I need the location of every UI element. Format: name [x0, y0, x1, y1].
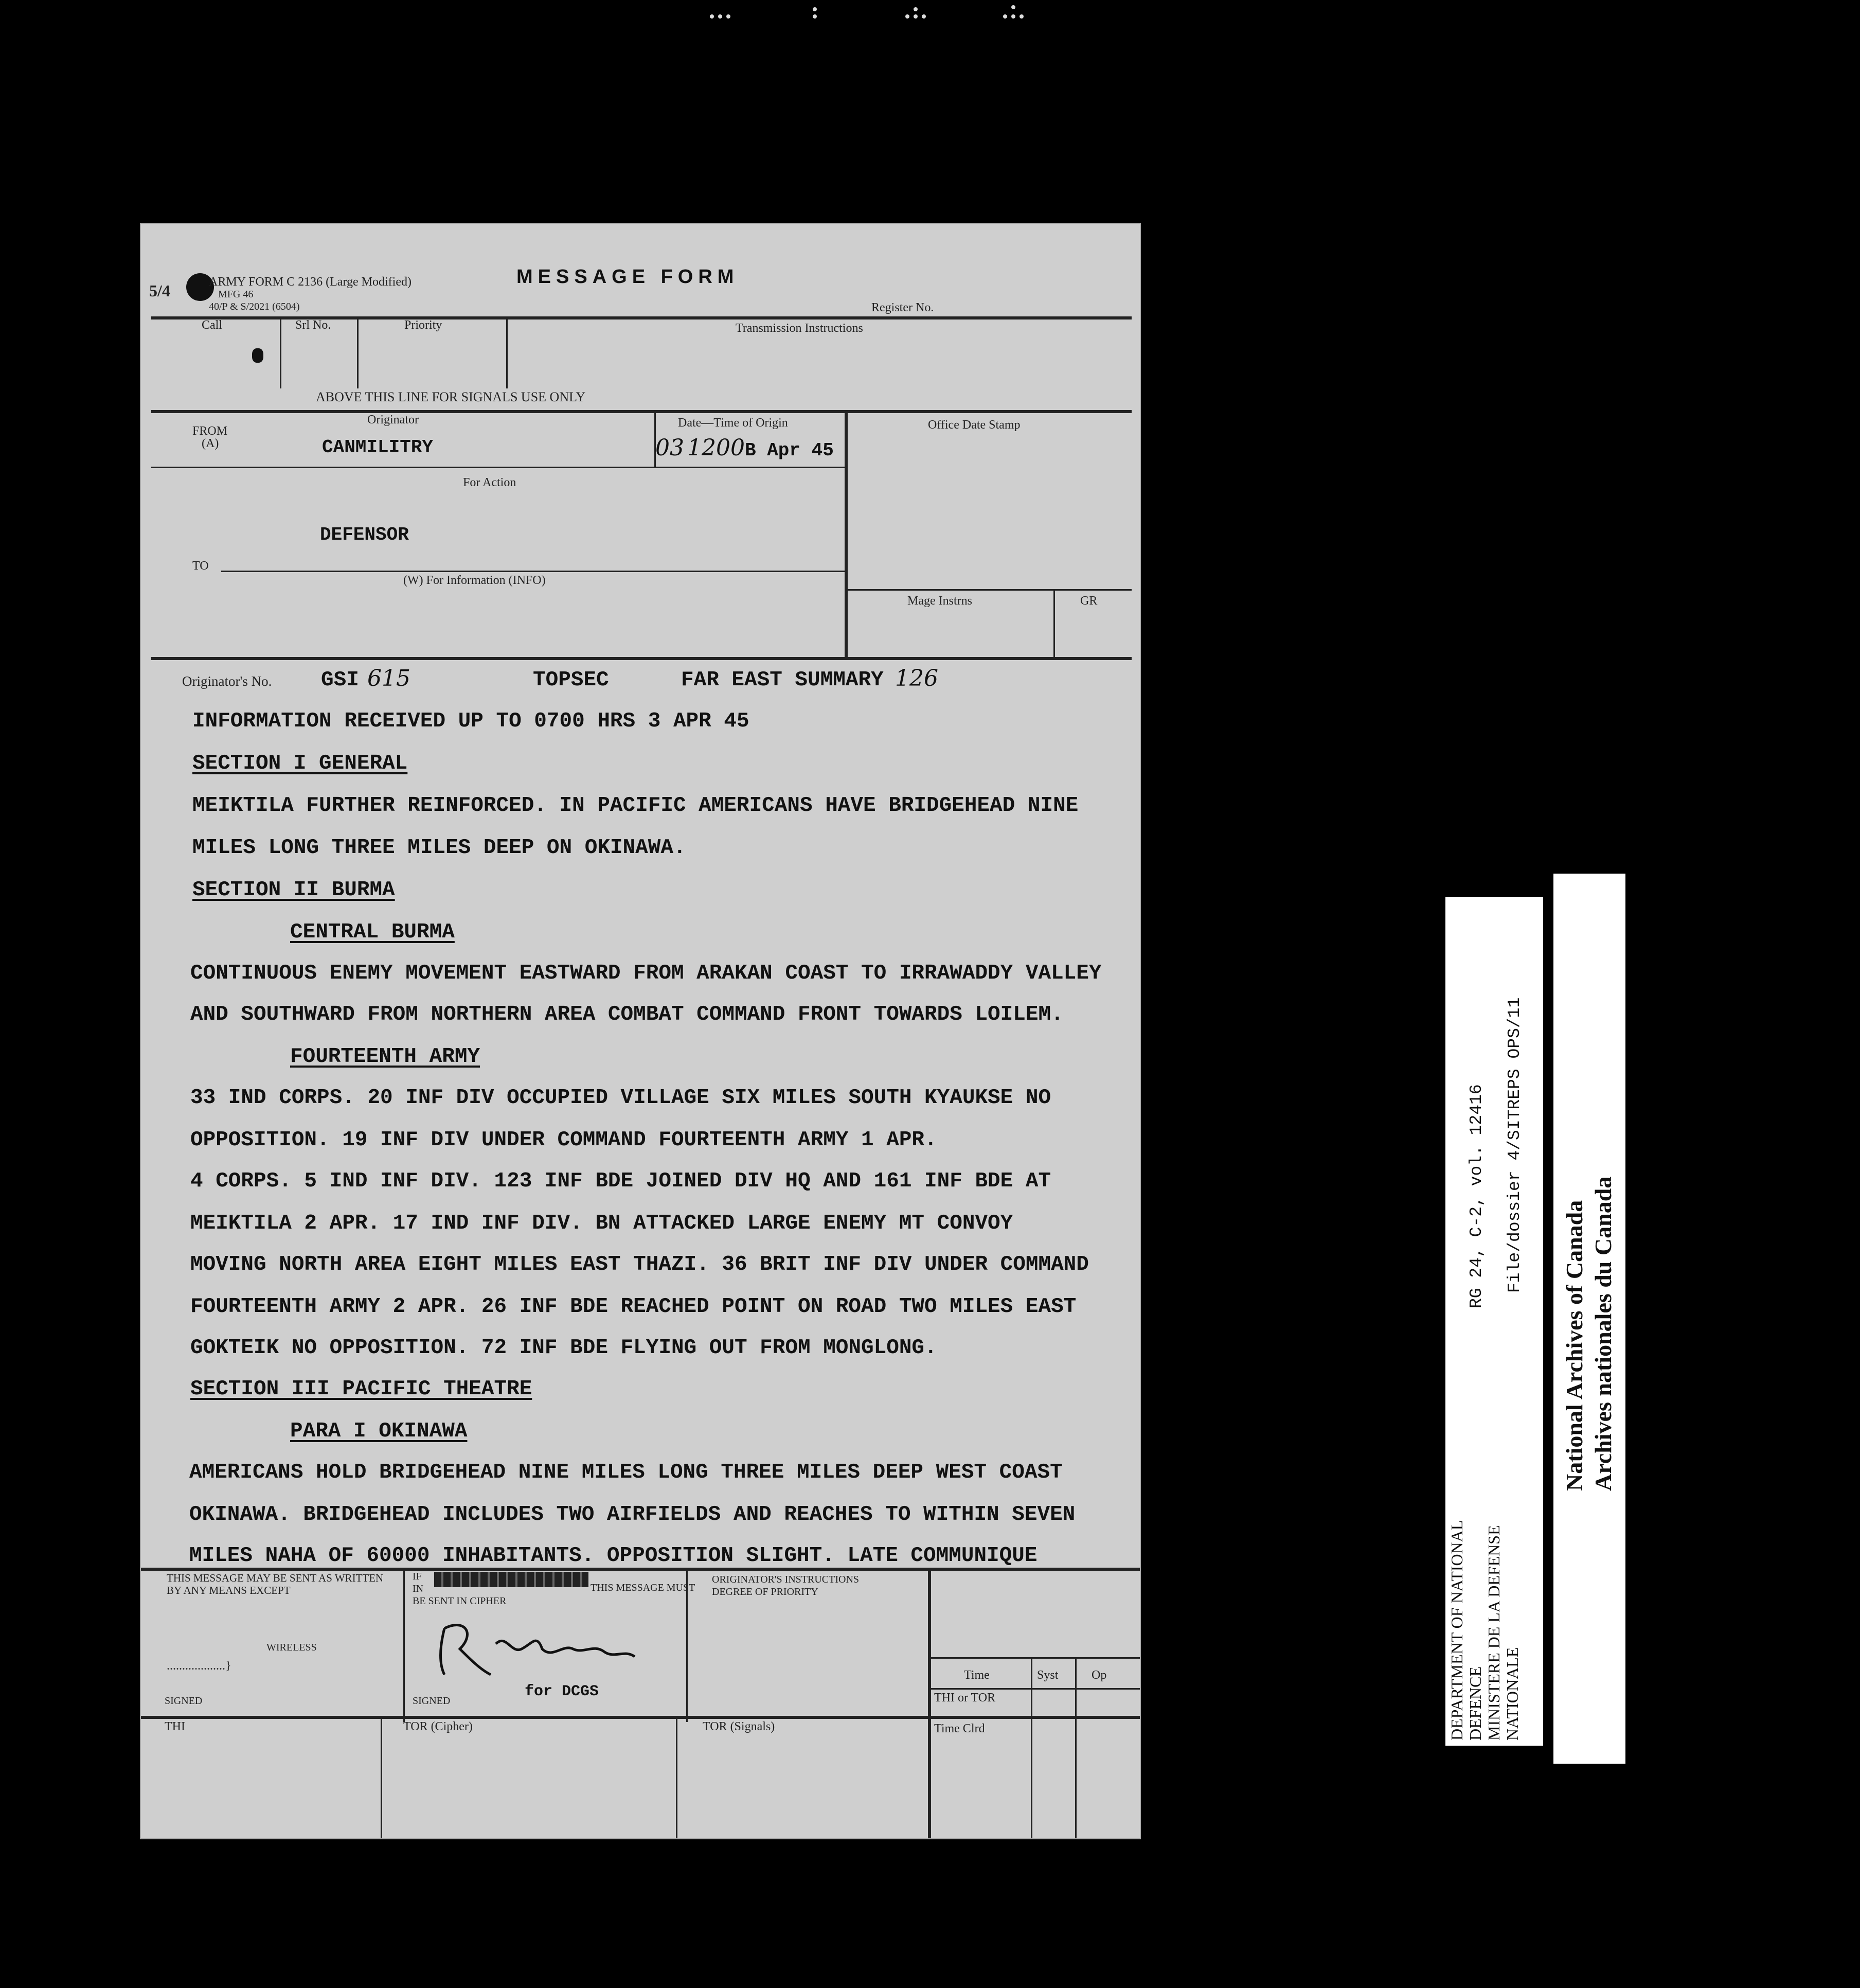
sent-in-cipher-label: BE SENT IN CIPHER — [413, 1595, 507, 1607]
dept-line: DEFENCE — [1466, 1666, 1485, 1741]
office-date-stamp-label: Office Date Stamp — [928, 418, 1021, 432]
time-label: Time — [964, 1668, 990, 1682]
dept-line: NATIONALE — [1503, 1647, 1522, 1741]
signature — [429, 1613, 645, 1685]
body-line: CONTINUOUS ENEMY MOVEMENT EASTWARD FROM ARAKAN COAST TO IRRAWADDY VALLEY — [190, 962, 1102, 985]
message-must-label: THIS MESSAGE MUST — [591, 1582, 695, 1593]
body-line: 33 IND CORPS. 20 INF DIV OCCUPIED VILLAGE SIX MILES SOUTH KYAUKSE NO — [190, 1086, 1051, 1110]
nac-french: Archives nationales du Canada — [1590, 1176, 1616, 1491]
priority-label: Priority — [404, 318, 442, 332]
to-value: DEFENSOR — [320, 524, 409, 545]
summary-number-handwritten: 126 — [895, 665, 938, 691]
thi-or-tor-label: THI or TOR — [934, 1691, 996, 1705]
file-dossier-ref: File/dossier 4/SITREPS OPS/11 — [1505, 997, 1524, 1293]
signed-label: SIGNED — [165, 1695, 203, 1707]
body-heading: SECTION I GENERAL — [192, 752, 408, 775]
originators-instructions-label: ORIGINATOR'S INSTRUCTIONS — [712, 1574, 860, 1585]
body-line: OPPOSITION. 19 INF DIV UNDER COMMAND FOURTEENTH ARMY 1 APR. — [190, 1128, 937, 1152]
date-rest-typed: B Apr 45 — [744, 440, 834, 461]
originators-no-label: Originator's No. — [182, 673, 272, 689]
body-line: OKINAWA. BRIDGEHEAD INCLUDES TWO AIRFIELDS AND REACHES TO WITHIN SEVEN — [189, 1503, 1076, 1526]
body-line: AND SOUTHWARD FROM NORTHERN AREA COMBAT COMMAND FRONT TOWARDS LOILEM. — [190, 1003, 1064, 1026]
army-form-line: ARMY FORM C 2136 (Large Modified) — [209, 275, 412, 289]
in-label: IN — [413, 1583, 424, 1594]
body-line: MEIKTILA 2 APR. 17 IND INF DIV. BN ATTACKED LARGE ENEMY MT CONVOY — [190, 1212, 1013, 1235]
from-label: FROM — [192, 424, 228, 438]
from-sub-label: (A) — [202, 437, 219, 450]
for-dcgs: for DCGS — [525, 1683, 599, 1700]
body-subheading: PARA I OKINAWA — [290, 1419, 468, 1443]
tor-signals-label: TOR (Signals) — [703, 1720, 775, 1733]
may-be-sent-note: THIS MESSAGE MAY BE SENT AS WRITTEN BY ANY MEANS EXCEPT — [167, 1572, 384, 1596]
blank-field: ...................} — [167, 1659, 231, 1673]
record-group-ref: RG 24, C-2, vol. 12416 — [1467, 1084, 1486, 1308]
body-line: 4 CORPS. 5 IND INF DIV. 123 INF BDE JOINED DIV HQ AND 161 INF BDE AT — [190, 1169, 1051, 1193]
scan-artifact-dots — [710, 4, 1039, 25]
dept-line: MINISTERE DE LA DEFENSE — [1485, 1525, 1503, 1741]
signed-label-2: SIGNED — [413, 1695, 451, 1707]
above-line-note: ABOVE THIS LINE FOR SIGNALS USE ONLY — [316, 389, 586, 404]
summary-title: FAR EAST SUMMARY — [681, 668, 884, 692]
body-line: FOURTEENTH ARMY 2 APR. 26 INF BDE REACHED POINT ON ROAD TWO MILES EAST — [190, 1295, 1077, 1319]
register-no-label: Register No. — [871, 301, 934, 314]
degree-priority-label: DEGREE OF PRIORITY — [712, 1586, 818, 1597]
nac-english: National Archives of Canada — [1561, 1200, 1587, 1491]
originator-value: CANMILITRY — [322, 437, 434, 458]
date-time-handwritten: 1200 — [687, 435, 745, 461]
body-line: INFORMATION RECEIVED UP TO 0700 HRS 3 APR 45 — [192, 709, 749, 733]
form-title: MESSAGE FORM — [516, 266, 739, 288]
date-day-handwritten: 03 — [655, 435, 684, 461]
classification: TOPSEC — [533, 668, 609, 692]
body-line: MEIKTILA FURTHER REINFORCED. IN PACIFIC AMERICANS HAVE BRIDGEHEAD NINE — [192, 794, 1079, 818]
national-archives-label — [1553, 874, 1625, 1764]
body-line: AMERICANS HOLD BRIDGEHEAD NINE MILES LONG THREE MILES DEEP WEST COAST — [189, 1461, 1063, 1484]
syst-label: Syst — [1037, 1668, 1059, 1682]
originators-no-prefix: GSI — [321, 668, 359, 692]
body-line: MILES NAHA OF 60000 INHABITANTS. OPPOSITION SLIGHT. LATE COMMUNIQUE — [189, 1544, 1038, 1568]
info-label: (W) For Information (INFO) — [403, 574, 546, 587]
archive-reference-label — [1445, 897, 1543, 1746]
print-line: 40/P & S/2021 (6504) — [209, 301, 300, 312]
message-form — [140, 223, 1141, 1839]
dept-line: DEPARTMENT OF NATIONAL — [1447, 1520, 1466, 1741]
tor-cipher-label: TOR (Cipher) — [403, 1720, 473, 1733]
form-id-prefix: 5/4 — [149, 281, 170, 300]
to-label: TO — [192, 559, 209, 573]
code-line: MFG 46 — [218, 289, 254, 300]
srl-no-label: Srl No. — [295, 318, 331, 332]
thi-label: THI — [165, 1720, 185, 1733]
date-time-origin-value — [655, 435, 834, 461]
body-heading: SECTION III PACIFIC THEATRE — [190, 1377, 532, 1401]
originators-no-handwritten: 615 — [367, 665, 410, 691]
body-line: GOKTEIK NO OPPOSITION. 72 INF BDE FLYING OUT FROM MONGLONG. — [190, 1336, 937, 1360]
transmission-instructions-label: Transmission Instructions — [736, 322, 863, 335]
time-clrd-label: Time Clrd — [934, 1722, 985, 1735]
body-line: MILES LONG THREE MILES DEEP ON OKINAWA. — [192, 836, 686, 860]
body-subheading: FOURTEENTH ARMY — [290, 1045, 480, 1069]
body-heading: SECTION II BURMA — [192, 878, 395, 902]
for-action-label: For Action — [463, 476, 516, 489]
op-label: Op — [1092, 1668, 1107, 1682]
originator-label: Originator — [367, 413, 419, 427]
if-label: IF — [413, 1571, 422, 1582]
mage-instrns-label: Mage Instrns — [907, 594, 972, 608]
body-line: MOVING NORTH AREA EIGHT MILES EAST THAZI. 36 BRIT INF DIV UNDER COMMAND — [190, 1253, 1089, 1276]
wireless-label: WIRELESS — [266, 1642, 317, 1653]
date-time-origin-label: Date—Time of Origin — [678, 416, 788, 430]
struck-out-text — [434, 1572, 588, 1587]
gr-label: GR — [1080, 594, 1098, 608]
call-label: Call — [202, 318, 222, 332]
body-subheading: CENTRAL BURMA — [290, 920, 455, 944]
